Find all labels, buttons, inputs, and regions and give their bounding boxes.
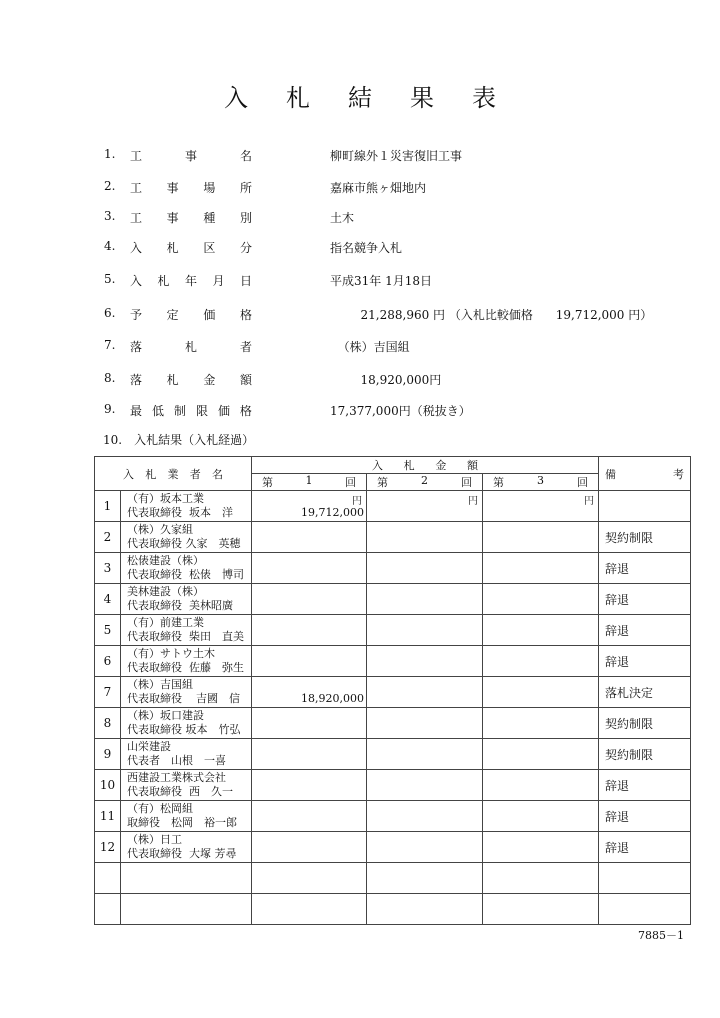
info-label-char: 予 (130, 308, 143, 322)
header-char: 業 (167, 467, 179, 481)
round-char: 第 (493, 476, 504, 489)
table-row (95, 832, 691, 863)
info-number: 7. (104, 338, 116, 352)
info-row (0, 147, 720, 167)
yen-unit: 円 (468, 496, 478, 507)
round-char: 第 (262, 476, 273, 489)
bidder-cell (121, 677, 252, 708)
info-row (0, 179, 720, 199)
bidder-company: 西建設工業株式会社 (127, 771, 226, 784)
empty-cell (599, 894, 691, 925)
bid-amount-round-1 (252, 832, 367, 863)
info-label-char: 格 (239, 308, 252, 322)
info-label-char: 名 (239, 149, 252, 163)
header-remarks (599, 457, 691, 491)
bidder-company: 山栄建設 (127, 740, 171, 753)
info-label-char: 制 (173, 404, 186, 418)
info-label-char: 額 (239, 373, 252, 387)
yen-unit: 円 (584, 496, 594, 507)
info-label-char: 区 (203, 241, 216, 255)
remarks-cell: 契約制限 (599, 522, 691, 553)
row-number: 8 (95, 708, 121, 739)
info-label (130, 147, 252, 164)
bid-amount-round-2 (367, 615, 483, 646)
info-label-char: 事 (166, 211, 179, 225)
bidder-cell (121, 522, 252, 553)
remarks-cell: 辞退 (599, 615, 691, 646)
header-bidder-name (95, 457, 252, 491)
page-number: 7885－1 (638, 929, 684, 942)
bid-amount-round-3 (483, 739, 599, 770)
results-section-label: 10. 入札結果（入札経過） (103, 433, 255, 447)
round-label (483, 474, 598, 490)
info-label-char: 工 (130, 149, 143, 163)
bidder-cell (121, 491, 252, 522)
bidder-representative: 代表取締役 久家 英穂 (127, 537, 241, 550)
info-label-char: 札 (166, 241, 179, 255)
bid-amount-round-3 (483, 553, 599, 584)
empty-cell (121, 863, 252, 894)
bid-amount-round-3 (483, 677, 599, 708)
yen-unit: 円 (352, 496, 362, 507)
info-row (0, 272, 720, 292)
bidder-cell (121, 708, 252, 739)
row-number: 3 (95, 553, 121, 584)
remarks-cell: 辞退 (599, 584, 691, 615)
info-label (130, 306, 252, 323)
empty-cell (599, 863, 691, 894)
bid-amount-round-2 (367, 739, 483, 770)
bid-amount-round-1 (252, 615, 367, 646)
info-label-char: 落 (130, 340, 143, 354)
info-number: 3. (104, 209, 116, 223)
bidder-company: 美林建設（株） (127, 585, 204, 598)
info-label (130, 338, 252, 355)
bid-amount-round-2 (367, 553, 483, 584)
table-row-empty (95, 894, 691, 925)
info-label-char: 価 (217, 404, 230, 418)
bid-amount-round-3 (483, 646, 599, 677)
info-label (130, 371, 252, 388)
info-number: 4. (104, 239, 116, 253)
info-label (130, 402, 252, 419)
info-value: 指名競争入札 (330, 241, 403, 255)
round-char: 2 (421, 474, 428, 487)
info-row (0, 338, 720, 358)
header-round-1 (252, 474, 367, 491)
bidder-representative: 取締役 松岡 裕一郎 (127, 816, 237, 829)
info-label-char: 年 (184, 274, 197, 288)
info-label-char: 者 (239, 340, 252, 354)
empty-cell (252, 863, 367, 894)
bidder-representative: 代表取締役 坂本 竹弘 (127, 723, 241, 736)
bid-amount-round-1 (252, 646, 367, 677)
bid-amount-round-3 (483, 615, 599, 646)
info-row (0, 402, 720, 422)
bid-amount-round-2 (367, 770, 483, 801)
info-label-char: 格 (239, 404, 252, 418)
info-row (0, 209, 720, 229)
info-value: 18,920,000円 (330, 373, 442, 387)
info-number: 1. (104, 147, 116, 161)
bid-amount-round-1 (252, 739, 367, 770)
info-label-char: 月 (212, 274, 225, 288)
info-label-char: 分 (239, 241, 252, 255)
round-char: 回 (577, 476, 588, 489)
table-row (95, 739, 691, 770)
row-number: 7 (95, 677, 121, 708)
info-value: 17,377,000円（税抜き） (330, 404, 471, 418)
table-row (95, 553, 691, 584)
row-number: 4 (95, 584, 121, 615)
document-title: 入札結果表 (224, 84, 534, 112)
bidder-representative: 代表取締役 美林昭廣 (127, 599, 233, 612)
table-row (95, 615, 691, 646)
empty-cell (121, 894, 252, 925)
remarks-cell: 辞退 (599, 646, 691, 677)
bidder-company: （株）吉国組 (127, 678, 193, 691)
round-char: 回 (461, 476, 472, 489)
info-row (0, 306, 720, 326)
bid-results-table (94, 456, 691, 925)
bid-amount-round-3 (483, 801, 599, 832)
row-number: 10 (95, 770, 121, 801)
bidder-company: （株）坂口建設 (127, 709, 204, 722)
info-label-char: 最 (130, 404, 143, 418)
table-row (95, 770, 691, 801)
info-label (130, 179, 252, 196)
table-row (95, 677, 691, 708)
row-number: 12 (95, 832, 121, 863)
bid-amount-round-2 (367, 801, 483, 832)
bid-amount-round-1 (252, 491, 367, 522)
bidder-representative: 代表取締役 坂本 洋 (127, 506, 233, 519)
info-label-char: 工 (130, 181, 143, 195)
remarks-cell: 落札決定 (599, 677, 691, 708)
bidder-cell (121, 739, 252, 770)
bidder-company: （株）久家組 (127, 523, 193, 536)
header-char: 備 (605, 467, 616, 481)
remarks-cell: 辞退 (599, 801, 691, 832)
round-label (252, 474, 366, 490)
row-number: 6 (95, 646, 121, 677)
info-label-char: 所 (239, 181, 252, 195)
info-label-char: 入 (130, 274, 143, 288)
bidder-company: （有）坂本工業 (127, 492, 204, 505)
header-char: 額 (466, 459, 478, 472)
remarks-cell: 辞退 (599, 832, 691, 863)
bid-amount: 18,920,000 (301, 692, 364, 705)
bid-amount-round-3 (483, 584, 599, 615)
bidder-company: （有）サトウ土木 (127, 647, 215, 660)
row-number: 1 (95, 491, 121, 522)
bid-amount-round-3 (483, 708, 599, 739)
bid-amount-round-3 (483, 491, 599, 522)
table-row (95, 801, 691, 832)
info-number: 9. (104, 402, 116, 416)
info-value: 平成31年 1月18日 (330, 274, 432, 288)
bidder-cell (121, 832, 252, 863)
bid-amount: 19,712,000 (301, 506, 364, 519)
bidder-cell (121, 646, 252, 677)
round-char: 3 (537, 474, 544, 487)
table-row (95, 584, 691, 615)
bid-amount-round-1 (252, 584, 367, 615)
bidder-cell (121, 553, 252, 584)
table-row (95, 491, 691, 522)
table-row (95, 522, 691, 553)
info-number: 2. (104, 179, 116, 193)
info-label-char: 別 (239, 211, 252, 225)
header-char: 考 (673, 467, 684, 481)
row-number: 11 (95, 801, 121, 832)
info-label-char: 入 (130, 241, 143, 255)
bidder-company: （株）日工 (127, 833, 182, 846)
bidder-cell (121, 615, 252, 646)
info-value: 土木 (330, 211, 355, 225)
empty-cell (95, 894, 121, 925)
info-label-char: 札 (166, 373, 179, 387)
header-round-3 (483, 474, 599, 491)
bid-amount-round-3 (483, 770, 599, 801)
bid-amount-round-1 (252, 801, 367, 832)
info-number: 5. (104, 272, 116, 286)
bidder-cell (121, 770, 252, 801)
bidder-representative: 代表取締役 松俵 博司 (127, 568, 244, 581)
bid-amount-round-2 (367, 708, 483, 739)
bidder-representative: 代表取締役 西 久一 (127, 785, 233, 798)
row-number: 2 (95, 522, 121, 553)
empty-cell (367, 863, 483, 894)
bid-amount-round-1 (252, 708, 367, 739)
remarks-cell: 辞退 (599, 553, 691, 584)
info-label-char: 価 (203, 308, 216, 322)
round-char: 第 (377, 476, 388, 489)
empty-cell (483, 894, 599, 925)
round-char: 1 (305, 474, 313, 487)
info-label (130, 209, 252, 226)
info-label (130, 272, 252, 289)
bid-amount-round-3 (483, 832, 599, 863)
info-label-char: 場 (203, 181, 216, 195)
header-char: 入 (372, 459, 383, 472)
bidder-company: （有）前建工業 (127, 616, 204, 629)
info-label-char: 札 (184, 340, 197, 354)
header-char: 札 (403, 459, 415, 472)
table-row (95, 646, 691, 677)
info-label-char: 事 (166, 181, 179, 195)
bid-amount-round-3 (483, 522, 599, 553)
remarks-cell: 契約制限 (599, 739, 691, 770)
header-char: 金 (435, 459, 447, 472)
info-value: 21,288,960 円 （入札比較価格 19,712,000 円） (330, 308, 653, 322)
info-value: 嘉麻市熊ヶ畑地内 (330, 181, 427, 195)
info-number: 8. (104, 371, 116, 385)
bidder-representative: 代表取締役 吉國 信 (127, 692, 240, 705)
bid-amount-round-1 (252, 553, 367, 584)
remarks-cell (599, 491, 691, 522)
empty-cell (483, 863, 599, 894)
empty-cell (252, 894, 367, 925)
header-bid-amount (252, 457, 599, 474)
bidder-representative: 代表取締役 柴田 直美 (127, 630, 244, 643)
table-row-empty (95, 863, 691, 894)
info-label-char: 落 (130, 373, 143, 387)
bid-amount-round-1 (252, 677, 367, 708)
remarks-cell: 契約制限 (599, 708, 691, 739)
info-value: （株）吉国組 (330, 340, 410, 354)
info-label-char: 札 (157, 274, 170, 288)
bidder-cell (121, 584, 252, 615)
bid-amount-round-2 (367, 677, 483, 708)
info-value: 柳町線外１災害復旧工事 (330, 149, 463, 163)
header-char: 名 (212, 467, 223, 481)
info-label-char: 低 (151, 404, 164, 418)
info-label-char: 金 (203, 373, 216, 387)
info-label-char: 限 (195, 404, 208, 418)
bidder-company: （有）松岡組 (127, 802, 193, 815)
bidder-cell (121, 801, 252, 832)
table-row (95, 708, 691, 739)
round-label (367, 474, 482, 490)
bid-amount-round-2 (367, 491, 483, 522)
row-number: 5 (95, 615, 121, 646)
bidder-representative: 代表取締役 佐藤 弥生 (127, 661, 244, 674)
info-label (130, 239, 252, 256)
bid-amount-round-1 (252, 522, 367, 553)
info-number: 6. (104, 306, 116, 320)
bidder-representative: 代表者 山根 一喜 (127, 754, 226, 767)
info-label-char: 定 (166, 308, 179, 322)
header-char: 入 (123, 467, 134, 481)
bid-amount-round-2 (367, 832, 483, 863)
info-row (0, 239, 720, 259)
bid-amount-round-2 (367, 584, 483, 615)
header-char: 者 (189, 467, 201, 481)
info-label-char: 日 (239, 274, 252, 288)
empty-cell (367, 894, 483, 925)
bid-amount-round-1 (252, 770, 367, 801)
header-char: 札 (145, 467, 157, 481)
bidder-representative: 代表取締役 大塚 芳尋 (127, 847, 237, 860)
info-label-char: 事 (184, 149, 197, 163)
remarks-cell: 辞退 (599, 770, 691, 801)
empty-cell (95, 863, 121, 894)
bidder-company: 松俵建設（株） (127, 554, 204, 567)
info-label-char: 種 (203, 211, 216, 225)
row-number: 9 (95, 739, 121, 770)
bid-amount-round-2 (367, 646, 483, 677)
header-round-2 (367, 474, 483, 491)
info-row (0, 371, 720, 391)
bid-amount-round-2 (367, 522, 483, 553)
round-char: 回 (345, 476, 356, 489)
info-label-char: 工 (130, 211, 143, 225)
